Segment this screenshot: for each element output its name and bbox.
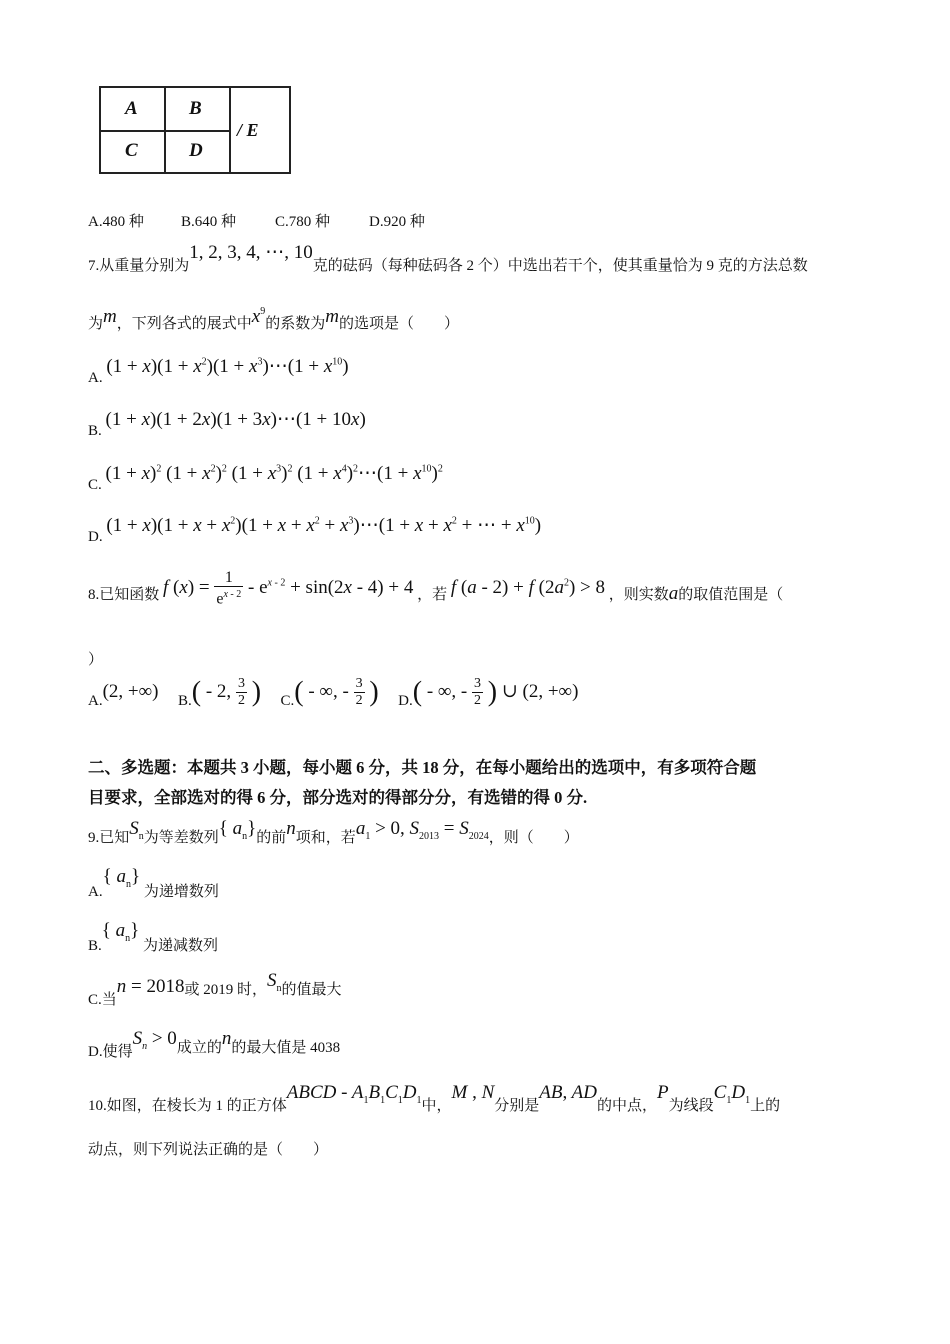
region-grid-figure	[99, 86, 291, 174]
q8-prefix: 8.已知函数	[88, 587, 160, 604]
q7-xpow: x	[251, 306, 261, 327]
q9-option-b-text: 为递减数列	[143, 938, 219, 954]
q8-line1	[88, 570, 783, 607]
q9-option-a-text: 为递增数列	[143, 884, 219, 900]
q10-t3: 的中点，	[597, 1098, 658, 1114]
q8-close: ）	[88, 652, 104, 668]
q9-line1	[88, 818, 579, 846]
q8-mid: ，若	[417, 587, 448, 604]
q7-weights: 1, 2, 3, 4, ⋯, 10	[189, 242, 313, 263]
q7-text1: 克的砝码（每种砝码各 2 个）中选出若干个，使其重量恰为 9 克的方法总数	[312, 258, 808, 274]
q7-line2-d: 的选项是（ ）	[338, 316, 459, 332]
q9-option-c-expr: n = 2018	[116, 976, 185, 997]
q7-line2-a: 为	[88, 316, 104, 332]
q10-line2: 动点，则下列说法正确的是（ ）	[88, 1142, 329, 1158]
q8-option-a-expr: (2, +∞)	[102, 680, 159, 702]
q7-line2-b: ，下列各式的展式中	[116, 316, 252, 332]
q7-option-c	[88, 462, 443, 493]
q9-option-c-mid: 或 2019 时，	[184, 982, 267, 998]
q7-option-d	[88, 514, 542, 545]
q7-option-c-label: C.	[88, 477, 102, 493]
q9-an: { $a_n$}	[218, 818, 257, 842]
q9-option-a	[88, 866, 219, 900]
q9-condition: $a_1 > 0$, $S_{2013} = S_{2024}$	[355, 818, 489, 842]
q10-prefix: 10.如图，在棱长为 1 的正方体	[88, 1098, 287, 1114]
q9-n: n	[286, 818, 296, 839]
q6-option-a: A.480 种	[88, 214, 144, 230]
q9-t1: 为等差数列	[143, 830, 219, 846]
q9-option-c-label: C.当	[88, 992, 117, 1008]
q8-option-c-label: C.	[280, 692, 295, 709]
q7-var-m2: m	[325, 306, 339, 327]
q7-option-a-expr: $(1 + x)(1 + x^2)(1$ + $x^3)\cdots(1 + x^{10})$	[106, 356, 349, 377]
q9-t3: 项和，若	[295, 830, 356, 846]
q9-option-d-expr: $S_n > 0$	[132, 1028, 177, 1052]
q9-option-b	[88, 920, 219, 954]
q6-option-c: C.780 种	[275, 214, 331, 230]
q10-t2: 分别是	[494, 1098, 540, 1114]
q8-suffix2: 的取值范围是（	[678, 587, 784, 604]
q10-ab-ad: AB, AD	[539, 1082, 597, 1103]
q8-suffix: ，则实数	[608, 587, 669, 604]
q8-option-b-expr: ( - 2, $\frac{3}{2}$ )	[191, 676, 262, 708]
q7-line2-c: 的系数为	[265, 316, 326, 332]
q9-option-c-sn: $S_n$	[267, 970, 282, 994]
q9-option-d-label: D.使得	[88, 1044, 133, 1060]
q7-option-b-label: B.	[88, 423, 102, 439]
q8-option-b-label: B.	[178, 692, 192, 709]
q9-option-a-label: A.	[88, 884, 103, 900]
q7-line1	[88, 242, 808, 276]
q8-var-a: a	[668, 583, 679, 605]
section2-line1: 二、多选题：本题共 3 小题，每小题 6 分，共 18 分，在每小题给出的选项中，有多项符合题	[88, 758, 757, 777]
q9-option-b-an: { $a_n$}	[101, 920, 140, 944]
q7-option-b-expr: (1 + x)(1 + 2x)(1 + 3x)⋯(1 + 10x)	[105, 409, 366, 430]
q9-option-d-end: 的最大值是 4038	[231, 1040, 341, 1056]
q8-option-d-label: D.	[398, 692, 413, 709]
cell-e: / E	[237, 120, 259, 140]
q7-var-m: m	[103, 306, 117, 327]
q9-sn: $S_n$	[129, 818, 144, 842]
q7-line2	[88, 306, 459, 334]
q7-option-a	[88, 355, 349, 386]
q8-function-expr: f (x) = $\frac{1}{e^{x - 2}}$ - $e^{x - 2} + \sin(2x - 4) + 4$	[163, 569, 414, 608]
q9-option-d	[88, 1028, 341, 1060]
q9-option-d-mid: 成立的	[176, 1040, 222, 1056]
q6-option-b: B.640 种	[181, 214, 237, 230]
q7-option-d-label: D.	[88, 529, 103, 545]
q10-c1d1: $C_1D_1$	[713, 1082, 751, 1106]
q10-p: P	[657, 1082, 669, 1103]
q7-option-d-expr: $(1 + x)(1 + x + x^2)(1 + x + x^2$ + $x^3)\cdots(1 + x + x^2$ + ⋯ + $x^{10}$)	[106, 515, 542, 536]
q8-option-d-expr: ( - ∞, - $\frac{3}{2}$ ) ∪ (2, +∞)	[412, 676, 579, 708]
q7-option-c-expr: $(1 + x)^2$ $(1 + x^2)^2$ $(1 + x^3)^2$ $(1 + x^4)^2\cdots(1 + x^{10})^2$	[105, 463, 443, 484]
q9-option-b-label: B.	[88, 938, 102, 954]
q9-prefix: 9.已知	[88, 830, 130, 846]
q9-option-c-end: 的值最大	[281, 982, 342, 998]
q8-option-a-label: A.	[88, 692, 103, 709]
q10-cube: ABCD - $A_1B_1C_1D_1$	[286, 1082, 422, 1106]
cell-a: A	[125, 98, 138, 119]
q8-options	[88, 676, 578, 709]
q8-inequality: f (a - 2) + f $(2a^2) > 8$	[450, 577, 606, 599]
q9-t4: ，则（ ）	[488, 830, 579, 846]
cell-d: D	[189, 140, 203, 161]
q7-option-b	[88, 408, 366, 439]
q10-t1: 中，	[421, 1098, 452, 1114]
q9-option-c	[88, 970, 342, 1008]
cell-b: B	[189, 98, 202, 119]
q7-xexp: 9	[260, 306, 266, 317]
q9-option-d-n: n	[221, 1028, 232, 1049]
q7-prefix: 7.从重量分别为	[88, 258, 190, 274]
q10-t4: 为线段	[668, 1098, 714, 1114]
cell-c: C	[125, 140, 138, 161]
q10-line1	[88, 1082, 781, 1114]
q9-t2: 的前	[256, 830, 287, 846]
section2-line2: 目要求，全部选对的得 6 分，部分选对的得部分分，有选错的得 0 分.	[88, 788, 588, 807]
q10-t5: 上的	[750, 1098, 781, 1114]
q8-option-c-expr: ( - ∞, - $\frac{3}{2}$ )	[294, 676, 379, 708]
q6-option-d: D.920 种	[369, 214, 425, 230]
q7-option-a-label: A.	[88, 370, 103, 386]
q10-mn: M , N	[451, 1082, 495, 1103]
q9-option-a-an: { $a_n$}	[102, 866, 141, 890]
